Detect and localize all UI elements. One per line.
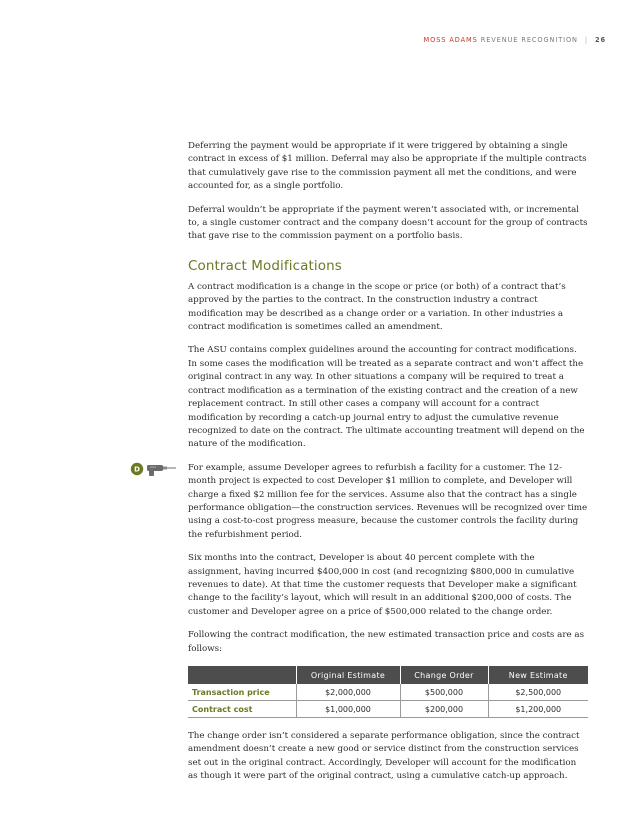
example-paragraph-1: For example, assume Developer agrees to refurbish a facility for a customer. The 12-month project is expected to cost Developer $1 million to complete, and Developer will charge a fixed $2 million fee for the services. Assume also that the contract has a single performance obligation—the construction services. Revenues will be recognized over time using a cost-to-cost progress measure, because the customer controls the facility during the refurbishment period. bbox=[188, 462, 588, 540]
page-header bbox=[424, 36, 606, 44]
table-header-change: Change Order bbox=[400, 666, 488, 684]
table-header-blank bbox=[188, 666, 296, 684]
intro-paragraph-1: Deferring the payment would be appropriate if it were triggered by obtaining a single contract in excess of $1 million. Deferral may also be appropriate if the multiple contracts that cumulatively gave rise to the commission payment all met the conditions, and were accounted for, as a single portfolio. bbox=[188, 141, 587, 192]
example-icon-letter: D bbox=[134, 465, 140, 474]
section-paragraph-2: The ASU contains complex guidelines around the accounting for contract modifications. In some cases the modification will be treated as a separate contract and won’t affect the original contract in any way. In other situations a company will be required to treat a contract modification as a termination of the existing contract and the creation of a new replacement contract. In still other cases a company will account for a contract modification by recording a catch-up journal entry to adjust the cumulative revenue recognized to date on the contract. The ultimate accounting treatment will depend on the nature of the modification. bbox=[188, 345, 585, 450]
cell-change: $500,000 bbox=[400, 684, 488, 701]
cell-new: $1,200,000 bbox=[488, 701, 588, 718]
intro-paragraph-2: Deferral wouldn’t be appropriate if the payment weren’t associated with, or incremental to, a single customer contract and the company doesn’t account for the group of contracts that gave rise to the commission payment on a portfolio basis. bbox=[188, 204, 588, 242]
table-row bbox=[188, 701, 588, 718]
example-paragraph-2: Six months into the contract, Developer is about 40 percent complete with the assignment, having incurred $400,000 in cost (and recognizing $800,000 in cumulative revenues to date). At that time the customer requests that Developer make a significant change to the facility’s layout, which will result in an additional $200,000 of costs. The customer and Developer agree on a price of $500,000 related to the change order. bbox=[188, 553, 577, 617]
drill-icon bbox=[130, 462, 178, 476]
page-number: 26 bbox=[595, 36, 606, 44]
estimate-table bbox=[188, 666, 588, 718]
cell-new: $2,500,000 bbox=[488, 684, 588, 701]
main-content bbox=[134, 140, 588, 794]
closing-paragraph: The change order isn’t considered a separate performance obligation, since the contract amendment doesn’t create a new good or service distinct from the construction services set out in the original contract. Accordingly, Developer will account for the modification as though it were part of the original contract, using a cumulative catch-up approach. bbox=[188, 731, 580, 782]
header-section: REVENUE RECOGNITION bbox=[480, 36, 578, 44]
header-brand: MOSS ADAMS bbox=[423, 36, 478, 44]
section-paragraph-1: A contract modification is a change in the scope or price (or both) of a contract that’s approved by the parties to the contract. In the construction industry a contract modification may be described as a change order or a variation. In other industries a contract modification is sometimes called an amendment. bbox=[188, 281, 566, 333]
example-block bbox=[134, 462, 588, 542]
table-header-row bbox=[188, 666, 588, 684]
example-paragraph-3: Following the contract modification, the new estimated transaction price and costs are as follows: bbox=[188, 630, 585, 654]
section-heading: Contract Modifications bbox=[188, 257, 342, 274]
table-header-new: New Estimate bbox=[488, 666, 588, 684]
cell-original: $1,000,000 bbox=[296, 701, 400, 718]
cell-change: $200,000 bbox=[400, 701, 488, 718]
row-label-transaction-price: Transaction price bbox=[188, 684, 296, 701]
row-label-contract-cost: Contract cost bbox=[188, 701, 296, 718]
table-row bbox=[188, 684, 588, 701]
header-separator: | bbox=[584, 36, 589, 44]
cell-original: $2,000,000 bbox=[296, 684, 400, 701]
table-header-original: Original Estimate bbox=[296, 666, 400, 684]
